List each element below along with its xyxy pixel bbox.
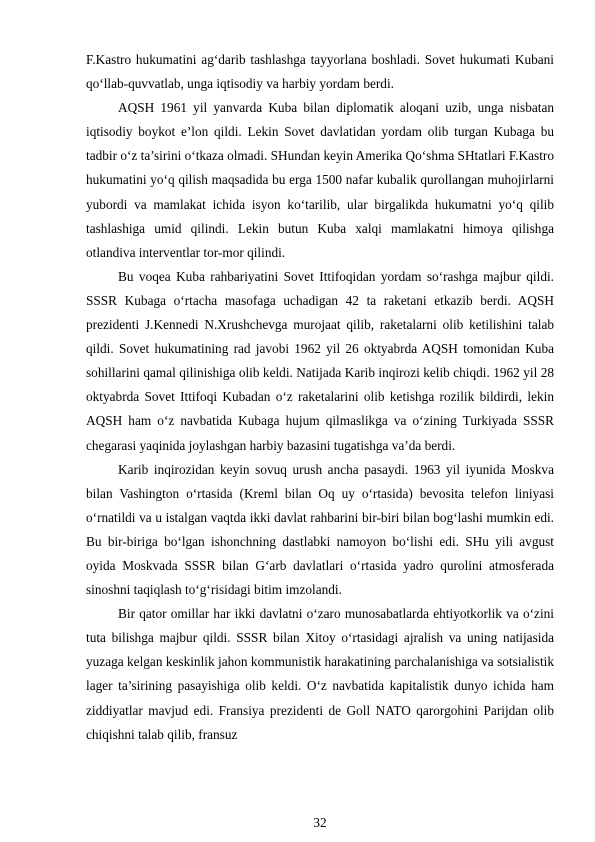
paragraph-kastro-continuation: F.Kastro hukumatini ag‘darib tashlashga tayyorlana boshladi. Sovet hukumati Kubani qo‘llab-quvvatlab, unga iqtisodiy va harbiy yordam berdi. [86,52,554,92]
paragraph-missile-crisis: Bu voqea Kuba rahbariyatini Sovet Ittifoqidan yordam so‘rashga majbur qildi. SSSR Kubaga o‘rtacha masofaga uchadigan 42 ta raketani etkazib berdi. AQSH prezidenti J.Kennedi N.Xrushchevga murojaat qilib, raketalarni olib ketilishini talab qildi. Sovet hukumatining rad javobi 1962 yil 26 oktyabrda AQSH tomonidan Kuba sohillarini qamal qilinishiga olib keldi. Natijada Karib inqirozi kelib chiqdi. 1962 yil 28 oktyabrda Sovet Ittifoqi Kubadan o‘z raketalarini olib ketishga rozilik bildirdi, lekin AQSH ham o‘z navbatida Kubaga hujum qilmaslikga va o‘zining Turkiyada SSSR chegarasi yaqinida joylashgan harbiy bazasini tugatishga va’da berdi. [86,268,554,453]
paragraph-aqsh-boycott: AQSH 1961 yil yanvarda Kuba bilan diplomatik aloqani uzib, unga nisbatan iqtisodiy boykot e’lon qildi. Lekin Sovet davlatidan yordam olib turgan Kubaga bu tadbir o‘z ta’sirini o‘tkaza olmadi. SHundan keyin Amerika Qo‘shma SHtatlari F.Kastro hukumatini yo‘q qilish maqsadida bu erga 1500 nafar kubalik qurollangan muhojirlarni yubordi va mamlakat ichida isyon ko‘tarilib, ular birgalikda hukumatni yo‘q qilib tashlashiga umid qilindi. Lekin butun Kuba xalqi mamlakatni himoya qilishga otlandiva interventlar tor-mor qilindi. [86,100,554,260]
page-number: 32 [313,815,327,830]
document-body [86,48,554,747]
paragraph-after-crisis: Karib inqirozidan keyin sovuq urush ancha pasaydi. 1963 yil iyunida Moskva bilan Vashington o‘rtasida (Kreml bilan Oq uy o‘rtasida) bevosita telefon liniyasi o‘rnatildi va u istalgan vaqtda ikki davlat rahbarini bir-biri bilan bog‘lashi mumkin edi. Bu bir-biriga bo‘lgan ishonchning dastlabki namoyon bo‘lishi edi. SHu yili avgust oyida Moskvada SSSR bilan G‘arb davlatlari o‘rtasida yadro qurolini atmosferada sinoshni taqiqlash to‘g‘risidagi bitim imzolandi. [86,461,554,598]
paragraph-factors: Bir qator omillar har ikki davlatni o‘zaro munosabatlarda ehtiyotkorlik va o‘zini tuta bilishga majbur qildi. SSSR bilan Xitoy o‘rtasidagi ajralish va uning natijasida yuzaga kelgan keskinlik jahon kommunistik harakatining parchalanishiga va sotsialistik lager ta’sirining pasayishiga olib keldi. O‘z navbatida kapitalistik dunyo ichida ham ziddiyatlar mavjud edi. Fransiya prezidenti de Goll NATO qarorgohini Parijdan olib chiqishni talab qilib, fransuz [86,606,554,742]
